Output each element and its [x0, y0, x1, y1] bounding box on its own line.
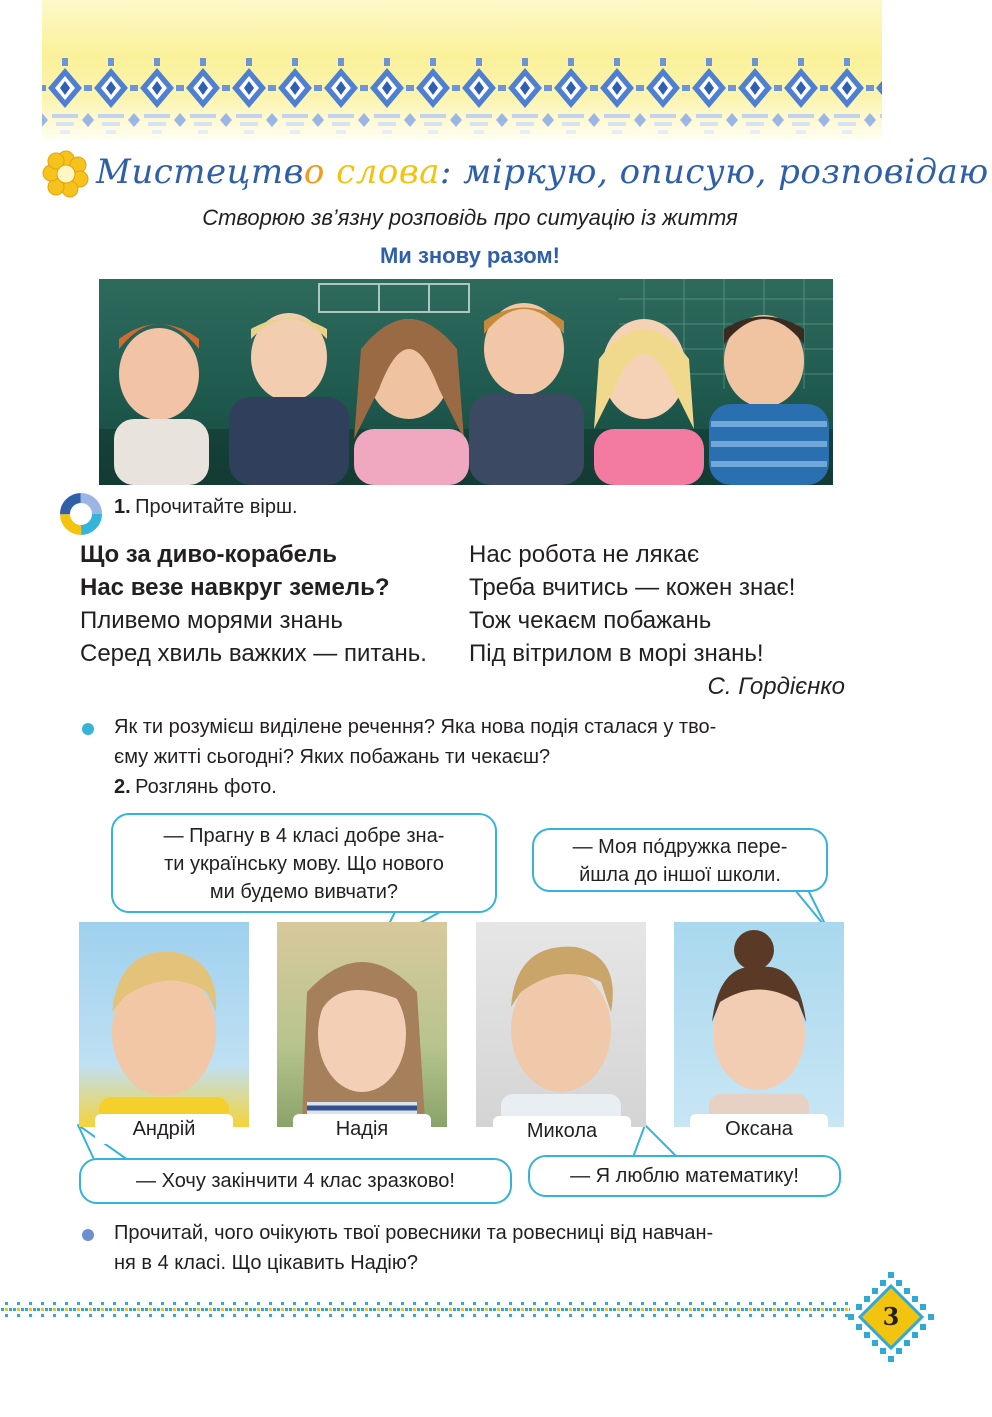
task-2	[114, 776, 277, 799]
speech-bubble-mykola: — Я люблю математику!	[528, 1155, 841, 1197]
question-1	[114, 712, 854, 772]
embroidery-ornament	[42, 58, 882, 142]
speech-bubble-oksana	[532, 828, 828, 892]
name-nadiya: Надія	[293, 1114, 431, 1144]
task-2-text: Розглянь фото.	[135, 776, 277, 798]
title-highlight-orange: о	[303, 152, 325, 192]
portrait-mykola	[476, 922, 646, 1127]
name-oksana: Оксана	[690, 1114, 828, 1144]
question-2-line-2: ня в 4 класі. Що цікавить Надію?	[114, 1252, 418, 1274]
chalkboard-illustration	[99, 279, 833, 485]
page-number: 3	[882, 1302, 900, 1331]
name-mykola: Микола	[493, 1116, 631, 1146]
question-1-line-1: Як ти розумієш виділене речення? Яка нова подія сталася у тво-	[114, 716, 717, 738]
bubble-nadiya-line-3: ми будемо вивчати?	[209, 881, 399, 903]
speech-bubble-nadiya	[111, 813, 497, 913]
poem-left-line-1: Що за диво-корабель	[80, 541, 338, 568]
bubble-oksana-line-1: — Моя по́дружка пере-	[572, 836, 788, 858]
task-2-number: 2.	[114, 776, 131, 798]
bubble-nadiya-line-2: ти українську мову. Що нового	[164, 853, 444, 875]
poem-left-line-4: Серед хвиль важких — питань.	[80, 640, 427, 667]
poem-author: С. Гордієнко	[707, 673, 845, 700]
section-title: Мистецтво слова: міркую, описую, розповідаю	[96, 152, 989, 192]
portrait-oksana	[674, 922, 844, 1127]
poem-left-line-3: Пливемо морями знань	[80, 607, 343, 634]
lesson-subtitle: Створюю зв’язну розповідь про ситуацію із життя	[202, 205, 738, 230]
task-1	[114, 496, 298, 519]
portrait-nadiya	[277, 922, 447, 1127]
bubble-oksana-line-2: йшла до іншої школи.	[579, 864, 781, 886]
flower-icon	[42, 150, 90, 198]
portrait-andriy	[79, 922, 249, 1127]
footer-embroidery	[0, 1300, 850, 1320]
speech-bubble-andriy: — Хочу закінчити 4 клас зразково!	[79, 1158, 512, 1204]
group-photo	[99, 279, 833, 485]
poem-right-line-3: Тож чекаєм побажань	[469, 607, 712, 634]
poem-right-line-1: Нас робота не лякає	[469, 541, 700, 568]
bullet-marker	[82, 723, 94, 735]
lesson-title: Ми знову разом!	[379, 243, 561, 268]
question-1-line-2: єму житті сьогодні? Яких побажань ти чекаєш?	[114, 746, 551, 768]
bullet-marker	[82, 1229, 94, 1241]
poem-right-line-2: Треба вчитись — кожен знає!	[469, 574, 796, 601]
task-1-number: 1.	[114, 496, 131, 518]
segmented-ring-icon	[58, 491, 104, 537]
name-andriy: Андрій	[95, 1114, 233, 1144]
question-2-line-1: Прочитай, чого очікують твої ровесники та ровесниці від навчан-	[114, 1222, 714, 1244]
poem-left-line-2: Нас везе навкруг земель?	[80, 574, 390, 601]
bubble-nadiya-line-1: — Прагну в 4 класі добре зна-	[163, 825, 445, 847]
task-1-text: Прочитайте вірш.	[135, 496, 298, 518]
title-highlight-yellow: слова	[336, 152, 440, 192]
poem-right-line-4: Під вітрилом в морі знань!	[469, 640, 764, 667]
question-2	[114, 1218, 854, 1278]
